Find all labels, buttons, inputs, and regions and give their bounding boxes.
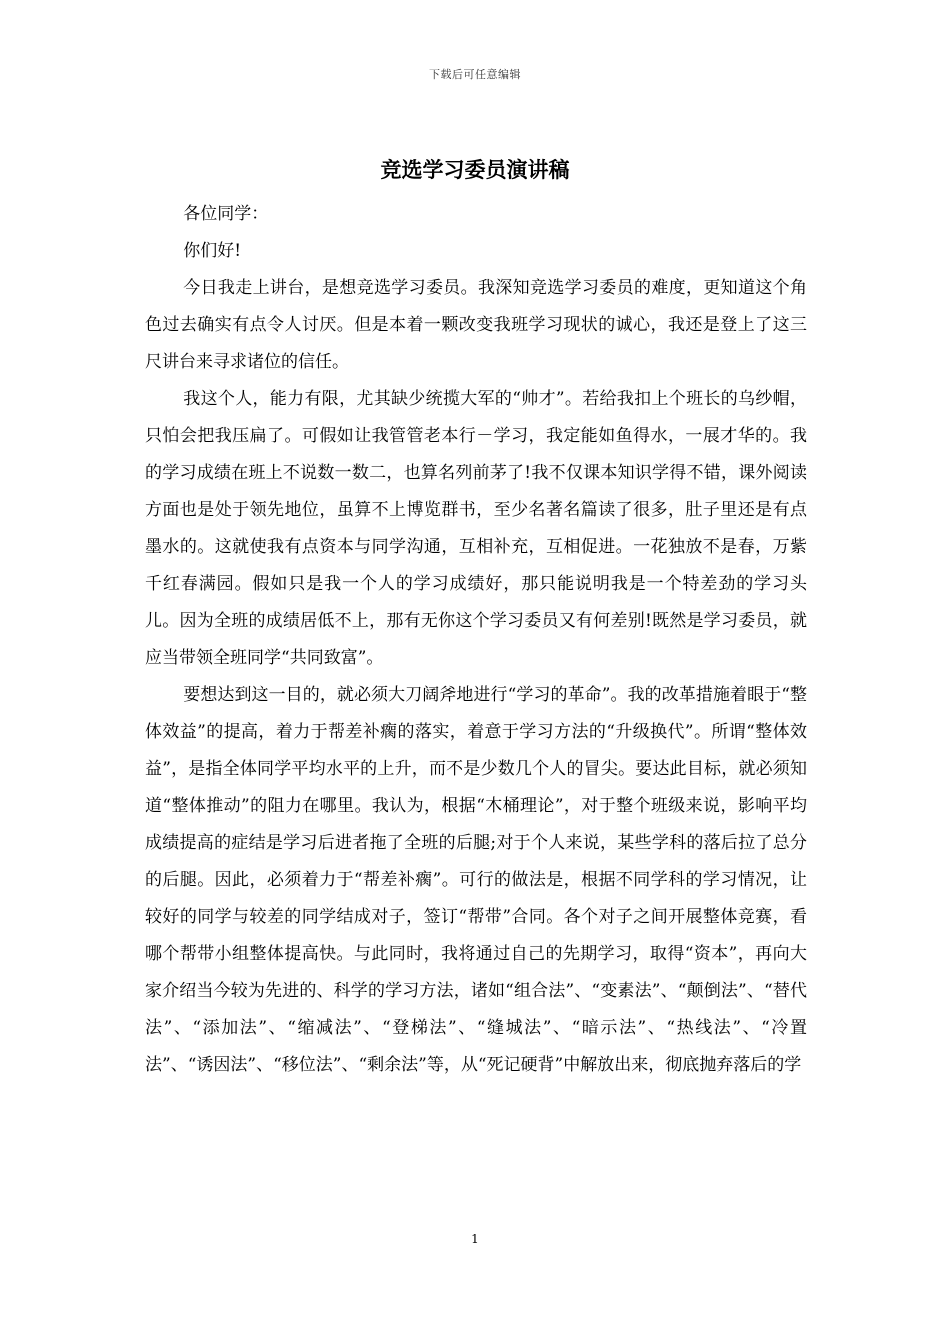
greeting: 你们好! — [183, 241, 242, 261]
page-number: 1 — [471, 1232, 479, 1246]
header-note: 下载后可任意编辑 — [429, 68, 521, 81]
salutation: 各位同学： — [183, 204, 269, 224]
paragraph-self-description: 我这个人，能力有限，尤其缺少统揽大军的“帅才”。若给我扣上个班长的乌纱帽，只怕会把我压扁了。可假如让我管管老本行－学习，我定能如鱼得水，一展才华的。我的学习成绩在班上不说数一数二，也算名列前茅了!我不仅课本知识学得不错，课外阅读方面也是处于领先地位，虽算不上博览群书，至少名著名篇读了很多，肚子里还是有点墨水的。这就使我有点资本与同学沟通，互相补充，互相促进。一花独放不是春，万紫千红春满园。假如只是我一个人的学习成绩好，那只能说明我是一个特差劲的学习头儿。因为全班的成绩居低不上，那有无你这个学习委员又有何差别!既然是学习委员，就应当带领全班同学“共同致富”。 — [145, 389, 807, 668]
document-title: 竞选学习委员演讲稿 — [380, 157, 570, 182]
paragraph-intro: 今日我走上讲台，是想竞选学习委员。我深知竞选学习委员的难度，更知道这个角色过去确实有点令人讨厌。但是本着一颗改变我班学习现状的诚心，我还是登上了这三尺讲台来寻求诸位的信任。 — [145, 278, 807, 372]
document-body — [145, 196, 807, 1084]
paragraph-reform-plan: 要想达到这一目的，就必须大刀阔斧地进行“学习的革命”。我的改革措施着眼于“整体效益”的提高，着力于帮差补瘸的落实，着意于学习方法的“升级换代”。所谓“整体效益”，是指全体同学平均水平的上升，而不是少数几个人的冒尖。要达此目标，就必须知道“整体推动”的阻力在哪里。我认为，根据“木桶理论”，对于整个班级来说，影响平均成绩提高的症结是学习后进者拖了全班的后腿;对于个人来说，某些学科的落后拉了总分的后腿。因此，必须着力于“帮差补瘸”。可行的做法是，根据不同学科的学习情况，让较好的同学与较差的同学结成对子，签订“帮带”合同。各个对子之间开展整体竞赛，看哪个帮带小组整体提高快。与此同时，我将通过自己的先期学习，取得“资本”，再向大家介绍当今较为先进的、科学的学习方法，诸如“组合法”、“变素法”、“颠倒法”、“替代法”、“添加法”、“缩减法”、“登梯法”、“缝城法”、“暗示法”、“热线法”、“冷置法”、“诱因法”、“移位法”、“剩余法”等，从“死记硬背”中解放出来，彻底抛弃落后的学 — [145, 685, 807, 1075]
